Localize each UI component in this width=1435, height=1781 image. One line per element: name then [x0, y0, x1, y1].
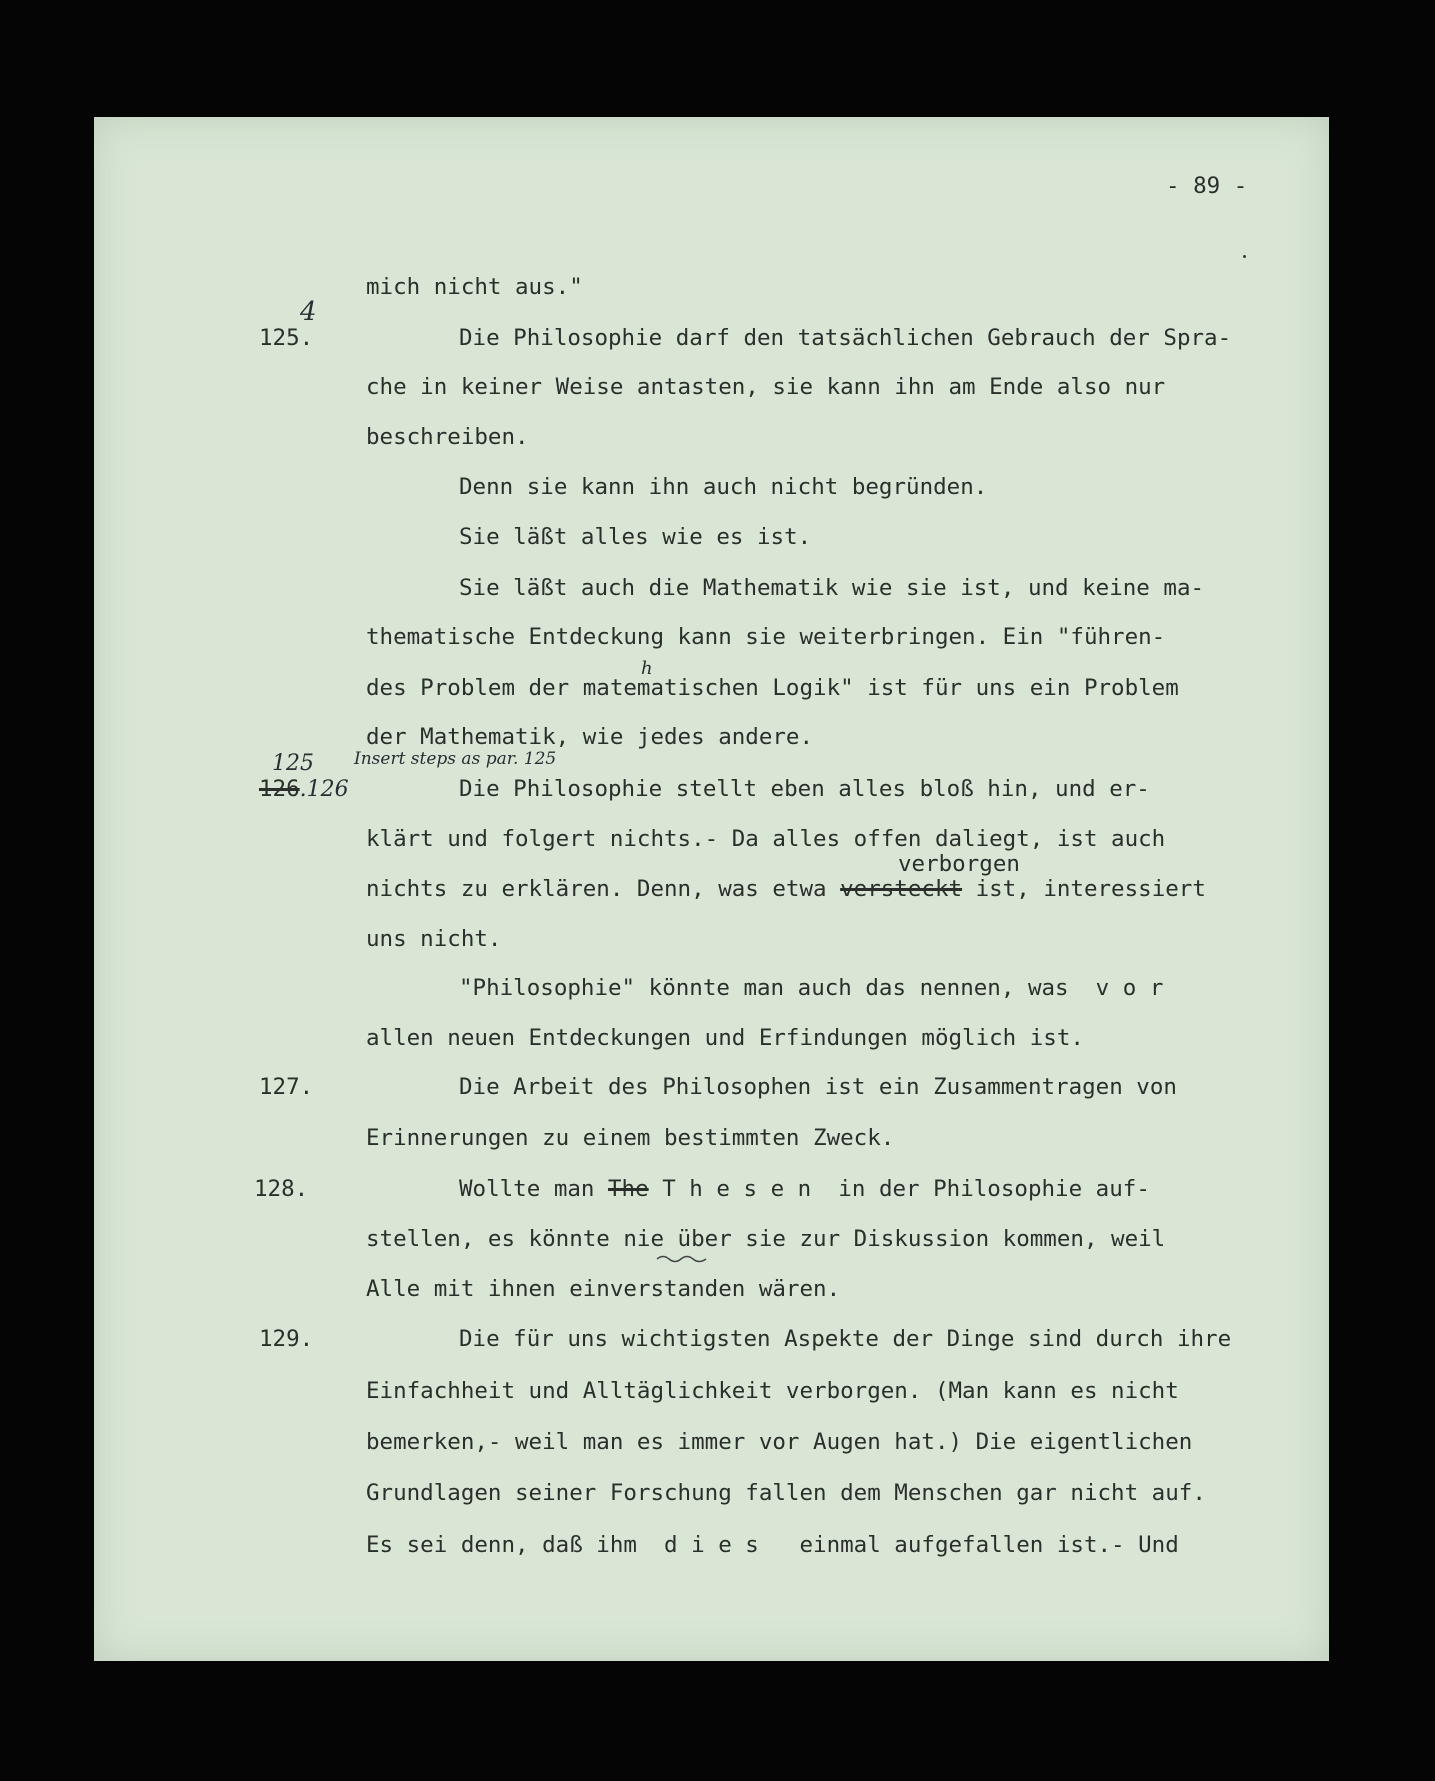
text-line: des Problem der matematischen Logik" ist für uns ein Problem: [366, 675, 1179, 701]
text-line: Erinnerungen zu einem bestimmten Zweck.: [366, 1125, 895, 1151]
text-line: Die Arbeit des Philosophen ist ein Zusammentragen von: [459, 1074, 1177, 1100]
text-line: "Philosophie" könnte man auch das nennen, was v o r: [459, 975, 1164, 1001]
text-line: Sie läßt alles wie es ist.: [459, 524, 812, 550]
handwritten-insertion-h: h: [641, 658, 653, 679]
text-line: klärt und folgert nichts.- Da alles offen daliegt, ist auch: [366, 826, 1166, 852]
handwritten-correction-4: 4: [300, 297, 317, 327]
struck-word: versteckt: [840, 876, 963, 902]
section-number-128: 128.: [254, 1176, 309, 1202]
text-line: allen neuen Entdeckungen und Erfindungen möglich ist.: [366, 1025, 1084, 1051]
handwritten-number-125: 125: [272, 751, 314, 776]
text-line: Es sei denn, daß ihm d i e s einmal aufgefallen ist.- Und: [366, 1532, 1179, 1558]
text-segment: ist, interessiert: [962, 876, 1206, 902]
page-number: - 89 -: [1166, 173, 1248, 199]
text-line: uns nicht.: [366, 926, 502, 952]
text-line: beschreiben.: [366, 424, 529, 450]
text-segment: nichts zu erklären. Denn, was etwa: [366, 876, 841, 902]
text-line: Die für uns wichtigsten Aspekte der Dinge sind durch ihre: [459, 1326, 1232, 1352]
text-line: che in keiner Weise antasten, sie kann ihn am Ende also nur: [366, 374, 1166, 400]
text-line: Einfachheit und Alltäglichkeit verborgen. (Man kann es nicht: [366, 1378, 1179, 1404]
text-line: mich nicht aus.": [366, 274, 583, 300]
text-line: Grundlagen seiner Forschung fallen dem Menschen gar nicht auf.: [366, 1480, 1206, 1506]
struck-number: 126: [259, 776, 300, 802]
struck-word: The: [608, 1176, 649, 1202]
text-line: Sie läßt auch die Mathematik wie sie ist, und keine ma-: [459, 575, 1205, 601]
section-number-126: [259, 776, 349, 802]
text-line: Alle mit ihnen einverstanden wären.: [366, 1276, 841, 1302]
text-segment: Wollte man: [459, 1176, 609, 1202]
section-number-124: 125.: [259, 325, 314, 351]
text-line: thematische Entdeckung kann sie weiterbringen. Ein "führen-: [366, 624, 1166, 650]
text-line: bemerken,- weil man es immer vor Augen hat.) Die eigentlichen: [366, 1429, 1193, 1455]
text-line: stellen, es könnte nie über sie zur Diskussion kommen, weil: [366, 1226, 1166, 1252]
handwritten-wavy-underline: [656, 1253, 708, 1263]
section-number-129: 129.: [259, 1326, 314, 1352]
handwritten-insert-note: Insert steps as par. 125: [354, 749, 557, 769]
section-number-127: 127.: [259, 1074, 314, 1100]
text-line: Die Philosophie stellt eben alles bloß hin, und er-: [459, 776, 1150, 802]
text-line: [459, 1176, 1150, 1202]
handwritten-number-126: .126: [299, 777, 349, 802]
text-line: der Mathematik, wie jedes andere.: [366, 724, 814, 750]
text-segment: T h e s e n in der Philosophie auf-: [648, 1176, 1150, 1202]
text-line: Denn sie kann ihn auch nicht begründen.: [459, 474, 988, 500]
text-line: Die Philosophie darf den tatsächlichen Gebrauch der Spra-: [459, 325, 1232, 351]
ink-speck: [1243, 255, 1246, 258]
interlinear-correction: verborgen: [898, 851, 1020, 877]
text-line: [366, 876, 1206, 902]
